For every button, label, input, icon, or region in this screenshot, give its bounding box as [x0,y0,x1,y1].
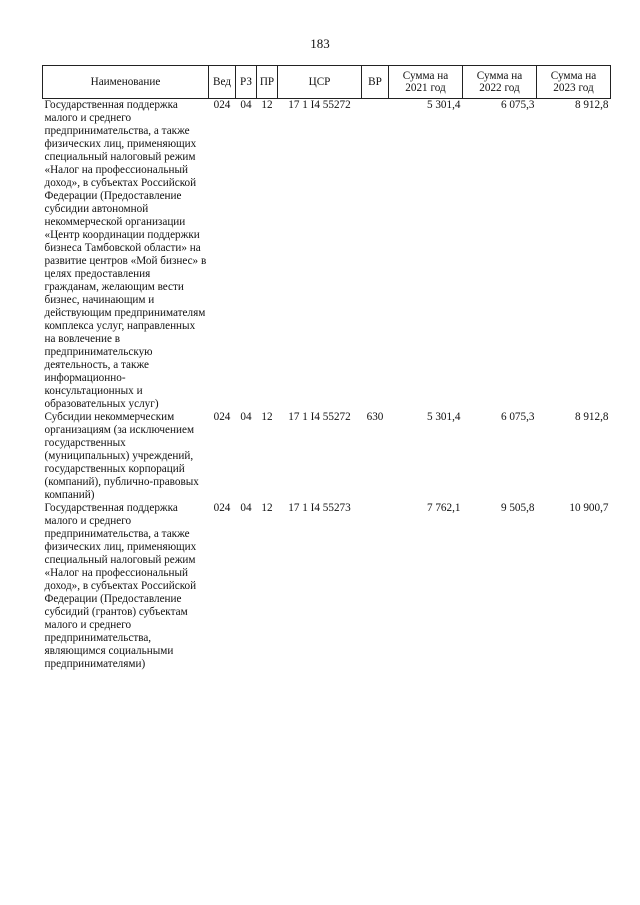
budget-table [42,65,611,671]
row-ved: 024 [213,99,231,111]
row-vr [362,502,389,671]
table-row [43,411,611,502]
row-vr: 630 [366,411,384,423]
row-sum-2023: 10 900,7 [569,502,609,514]
row-name: Государственная поддержка малого и среднего предпринимательства, а также физических лиц, применяющих специальный налоговый режим «Налог на профессиональный доход», в субъектах Российской Федерации (Предоставление субсидии автономной некоммерческой организации «Центр координации поддержки бизнеса Тамбовской области» на развитие центров «Мой бизнес» в целях предоставления гражданам, желающим вести бизнес, начинающим и действующим предпринимателям комплекса услуг, направленных на вовлечение в предпринимательскую деятельность, а также информационно-консультационных и образовательных услуг) [44,99,207,410]
row-pr: 12 [261,411,273,423]
header-vr: ВР [362,66,389,99]
header-pr: ПР [257,66,278,99]
row-sum-2021: 7 762,1 [426,502,461,514]
header-csr: ЦСР [278,66,362,99]
row-sum-2022: 6 075,3 [500,99,535,111]
row-sum-2023: 8 912,8 [574,99,609,111]
row-sum-2021: 5 301,4 [426,411,461,423]
row-sum-2023: 8 912,8 [574,411,609,423]
header-rz: РЗ [236,66,257,99]
row-pr: 12 [261,99,273,111]
row-csr: 17 1 I4 55273 [288,502,351,514]
row-rz: 04 [240,502,252,514]
header-ved: Вед [209,66,236,99]
table-row [43,99,611,412]
row-csr: 17 1 I4 55272 [288,411,351,423]
row-sum-2021: 5 301,4 [426,99,461,111]
row-rz: 04 [240,99,252,111]
row-sum-2022: 9 505,8 [500,502,535,514]
row-name: Государственная поддержка малого и среднего предпринимательства, а также физических лиц, применяющих специальный налоговый режим «Налог на профессиональный доход», в субъектах Российской Федерации (Предоставление субсидий (грантов) субъектам малого и среднего предпринимательства, являющимся социальными предпринимателями) [44,502,197,670]
header-name: Наименование [43,66,209,99]
header-sum-2022: Сумма на 2022 год [463,66,537,99]
row-ved: 024 [213,502,231,514]
row-pr: 12 [261,502,273,514]
row-name: Субсидии некоммерческим организациям (за исключением государственных (муниципальных) учреждений, государственных корпораций (компаний), публично-правовых компаний) [44,411,199,501]
table-row [43,502,611,671]
page-number: 183 [310,36,330,51]
row-ved: 024 [213,411,231,423]
row-vr [362,99,389,412]
row-rz: 04 [240,411,252,423]
table-header-row [43,66,611,99]
row-csr: 17 1 I4 55272 [288,99,351,111]
header-sum-2023: Сумма на 2023 год [537,66,611,99]
row-sum-2022: 6 075,3 [500,411,535,423]
header-sum-2021: Сумма на 2021 год [389,66,463,99]
